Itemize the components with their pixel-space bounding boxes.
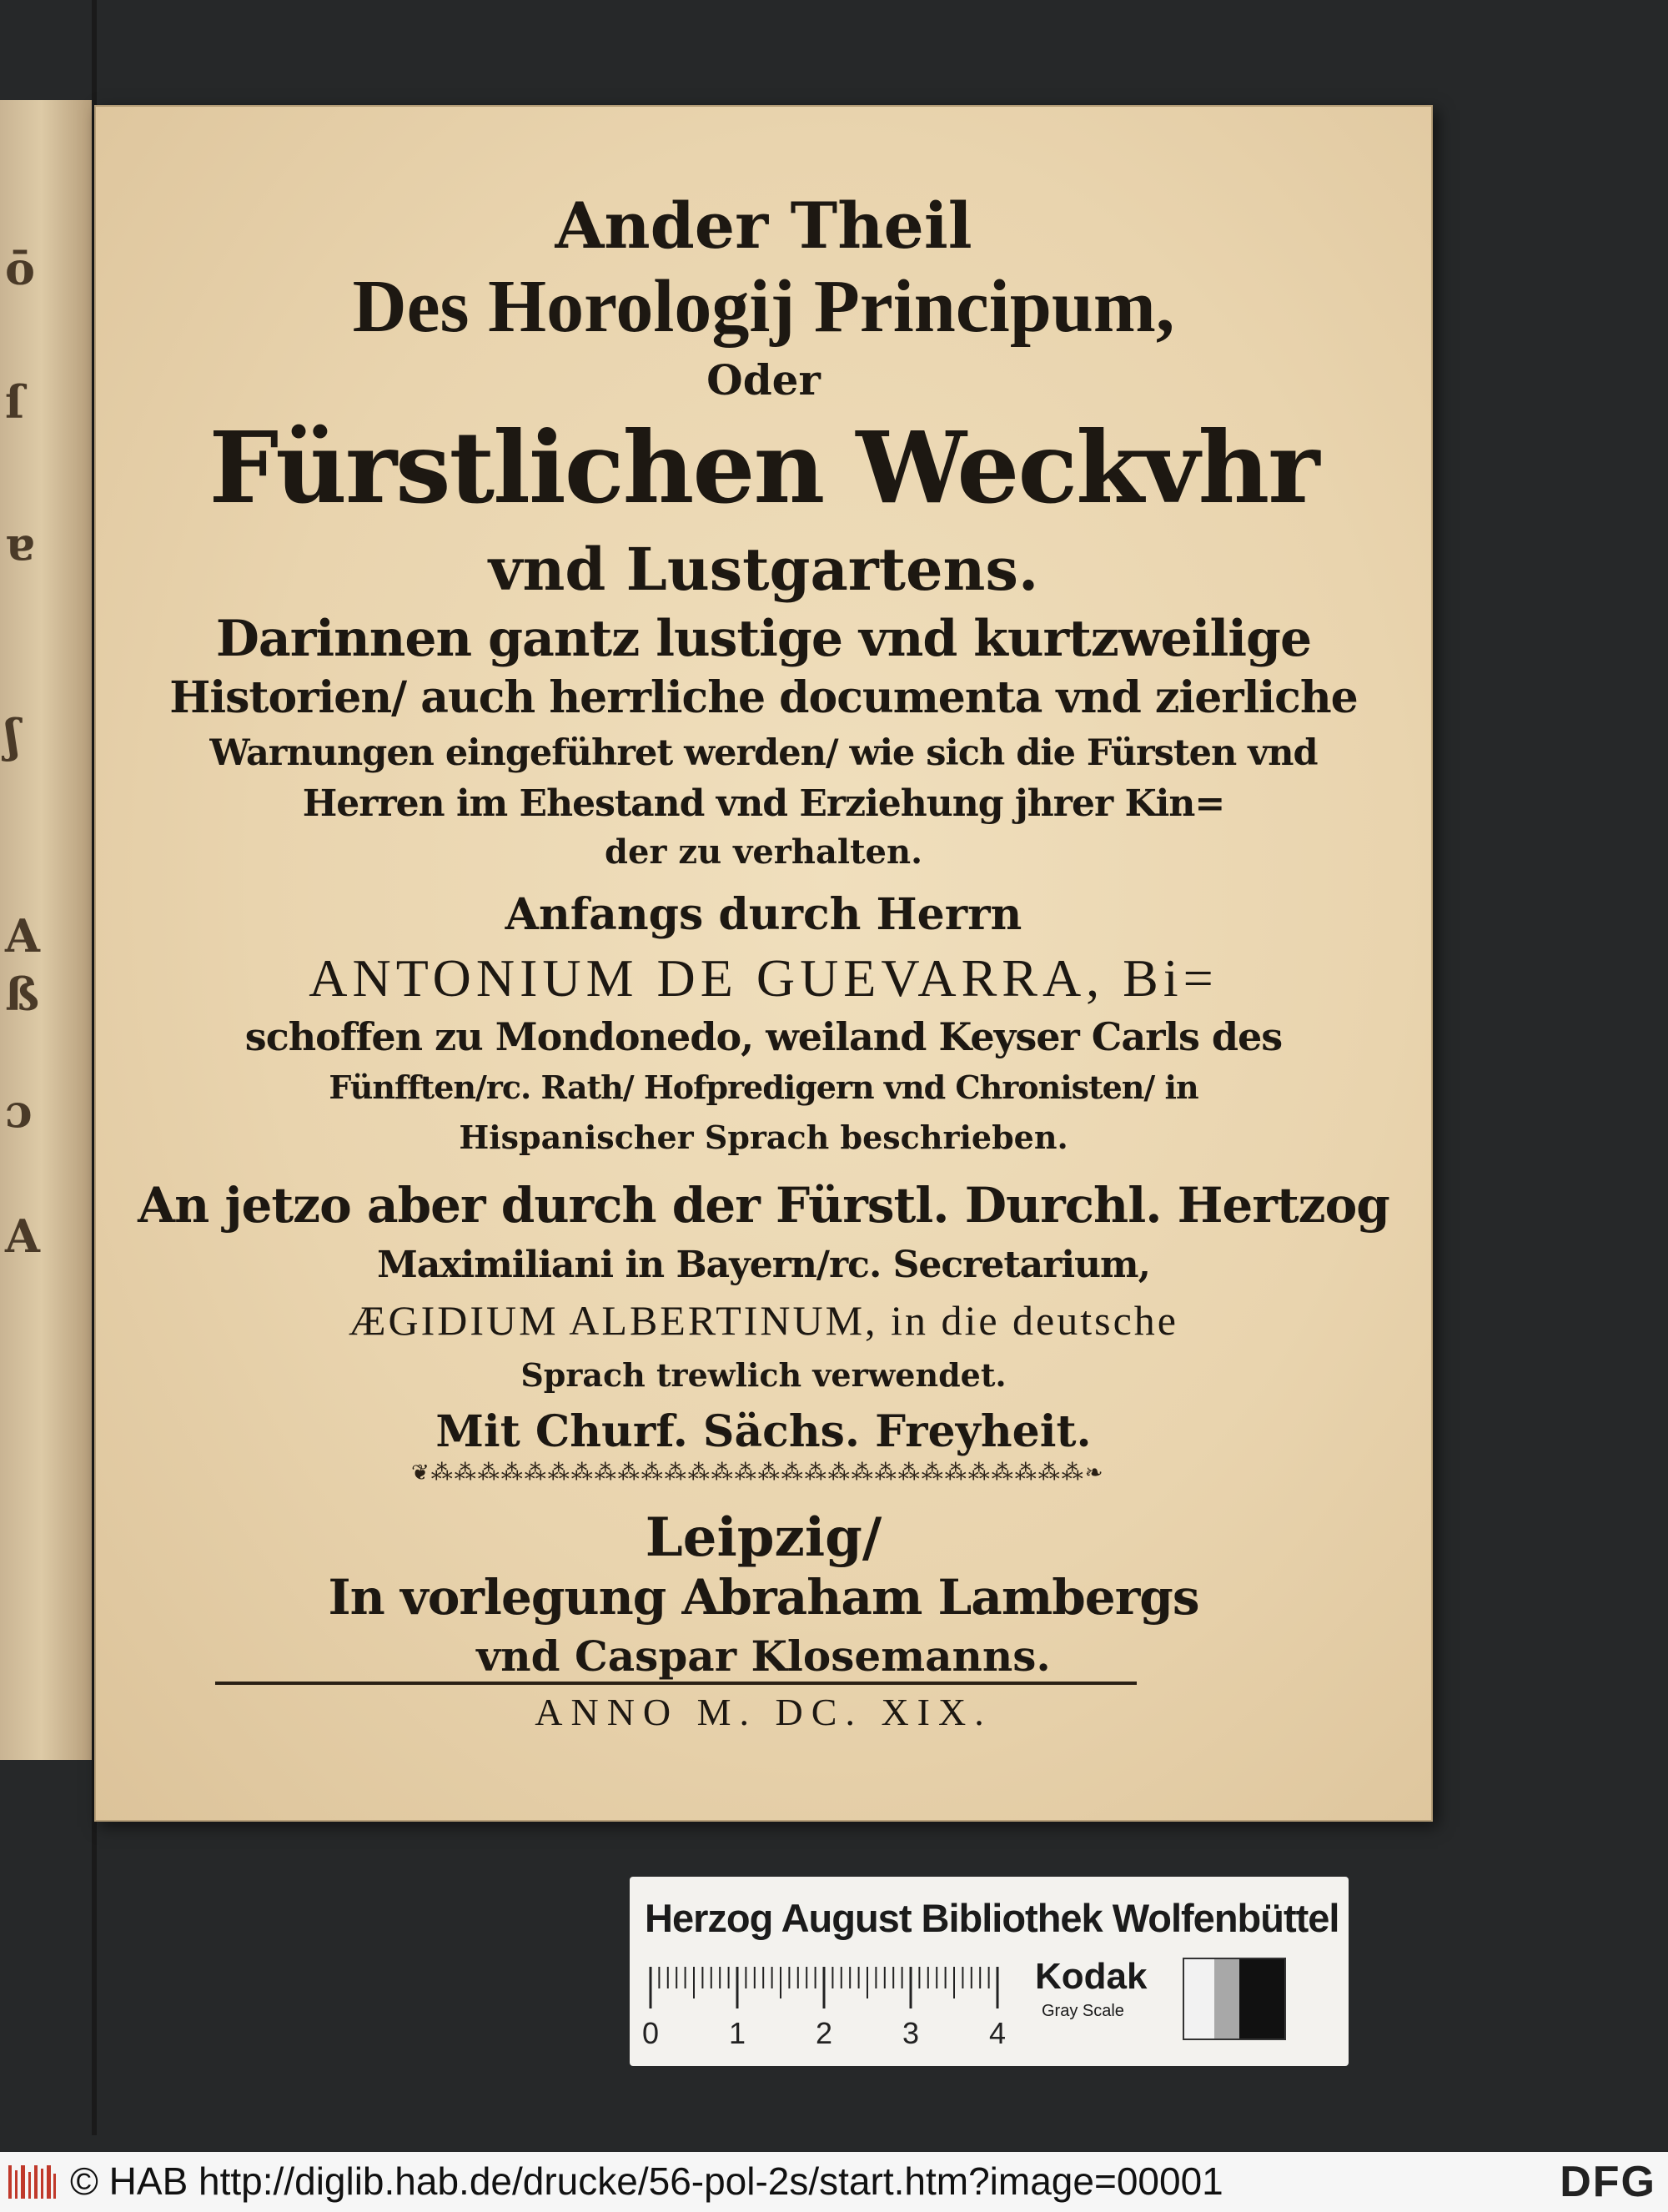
title-line-5: vnd Lustgartens. (488, 535, 1039, 604)
imprint-publisher: vnd Caspar Klosemanns. (476, 1631, 1051, 1681)
author-line: Hispanischer Sprach beschrieben. (459, 1119, 1068, 1156)
description-line: Historien/ auch herrliche documenta vnd zierliche (169, 672, 1358, 723)
left-page-glyph: ß (5, 968, 40, 1021)
left-page-glyph: ʃ (5, 709, 20, 762)
translator-line: Maximiliani in Bayern/rc. Secretarium, (377, 1244, 1150, 1286)
title-line-1: Ander Theil (555, 189, 972, 263)
author-line: Fünfften/rc. Rath/ Hofpredigern vnd Chronisten/ in (329, 1068, 1198, 1106)
left-page-glyph: A (5, 909, 40, 963)
left-page-glyph: ſ (5, 375, 25, 429)
translator-line: An jetzo aber durch der Fürstl. Durchl. Hertzog (138, 1177, 1389, 1234)
privilege-line: Mit Churf. Sächs. Freyheit. (435, 1406, 1092, 1457)
author-name: ANTONIUM DE GUEVARRA, Bi= (309, 948, 1218, 1008)
description-line: Herren im Ehestand vnd Erziehung jhrer Kin= (302, 782, 1225, 825)
description-line: Darinnen gantz lustige vnd kurtzweilige (215, 610, 1312, 668)
ruler-number: 0 (641, 2016, 660, 2050)
title-page (94, 105, 1433, 1822)
main-title: Fürstlichen Weckvhr (208, 410, 1319, 525)
gray-patch (1184, 1959, 1214, 2039)
gray-scale-patches (1183, 1958, 1286, 2040)
imprint-year: ANNO M. DC. XIX. (535, 1691, 992, 1733)
imprint-publisher: In vorlegung Abraham Lambergs (328, 1569, 1199, 1626)
title-line-3: Oder (706, 355, 821, 405)
gray-patch (1239, 1959, 1284, 2039)
left-page-glyph: ɐ (5, 517, 34, 571)
title-line-2: Des Horologij Principum, (352, 265, 1175, 348)
ruler-number: 1 (728, 2016, 746, 2050)
ruler-number: 2 (815, 2016, 833, 2050)
left-page-glyph: ō (5, 242, 36, 295)
ruler-number: 3 (902, 2016, 920, 2050)
title-block (94, 105, 1433, 1822)
author-line: schoffen zu Mondonedo, weiland Keyser Carls des (244, 1014, 1283, 1059)
gray-patch (1214, 1959, 1239, 2039)
translator-name: ÆGIDIUM ALBERTINUM, in die deutsche (349, 1297, 1178, 1344)
kodak-brand: Kodak (1035, 1956, 1148, 1997)
imprint-rule (215, 1682, 1137, 1685)
left-page-glyph: ɔ (5, 1084, 33, 1138)
description-line: Warnungen eingeführet werden/ wie sich die Fürsten vnd (209, 732, 1318, 774)
ruler (641, 1960, 1009, 2060)
left-page-edge (0, 100, 94, 1760)
dfg-logo: DFG (1560, 2158, 1656, 2206)
footer-bar (0, 2152, 1668, 2212)
left-page-glyph: A (5, 1209, 40, 1263)
translator-line: Sprach trewlich verwendet. (520, 1356, 1007, 1394)
institution-name: Herzog August Bibliothek Wolfenbüttel (645, 1896, 1339, 1940)
imprint-place: Leipzig/ (645, 1506, 882, 1569)
barcode-icon (7, 2164, 57, 2200)
footer-source-link[interactable]: © HAB http://diglib.hab.de/drucke/56-pol-2s/start.htm?image=00001 (70, 2159, 1223, 2203)
author-intro: Anfangs durch Herrn (505, 889, 1022, 940)
description-line: der zu verhalten. (604, 832, 923, 872)
scale-card (630, 1877, 1349, 2066)
ornament-rule: ❦⁂⁂⁂⁂⁂⁂⁂⁂⁂⁂⁂⁂⁂⁂⁂⁂⁂⁂⁂⁂⁂⁂⁂⁂⁂⁂⁂⁂❧ (411, 1460, 1105, 1486)
ruler-number: 4 (988, 2016, 1007, 2050)
gray-scale-label: Gray Scale (1042, 2002, 1124, 2020)
